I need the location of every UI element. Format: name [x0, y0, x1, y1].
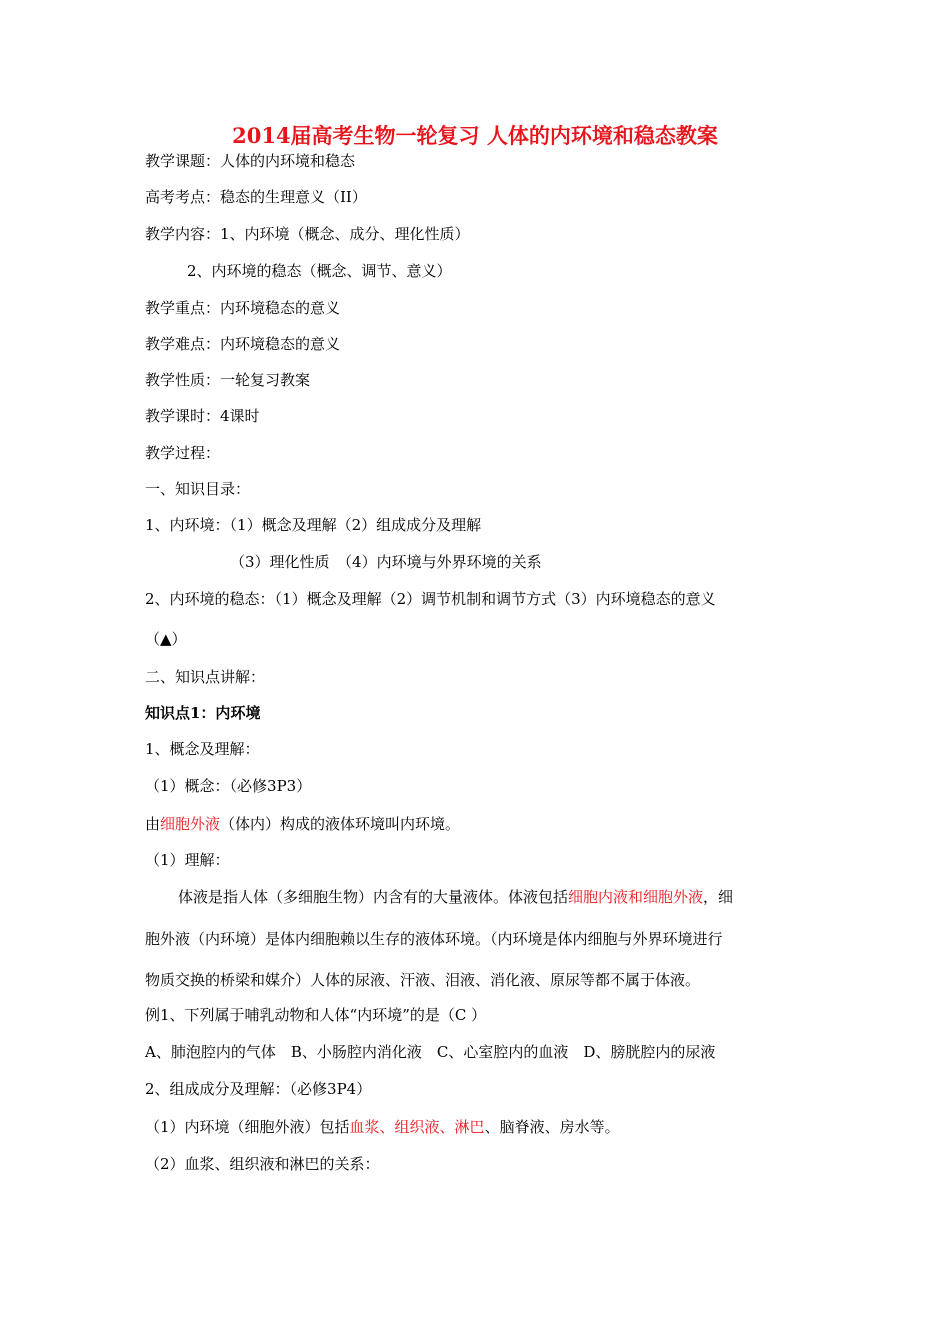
section-heading-catalog: 一、知识目录： [145, 480, 251, 498]
concept-definition [145, 814, 460, 834]
knowledge-point-1-heading: 知识点1：内环境 [145, 704, 261, 722]
section-heading-explain: 二、知识点讲解： [145, 668, 266, 686]
text-run: 由 [145, 815, 161, 833]
highlight-text: 细胞内液和细胞外液 [568, 888, 704, 906]
catalog-item-2: 2、内环境的稳态：（1）概念及理解（2）调节机制和调节方式（3）内环境稳态的意义 [145, 590, 716, 608]
teaching-difficulty: 教学难点：内环境稳态的意义 [145, 335, 341, 353]
example-question: 例1、下列属于哺乳动物和人体“内环境”的是（C ） [145, 1006, 487, 1024]
components-item-2: （2）血浆、组织液和淋巴的关系： [145, 1155, 380, 1173]
teaching-nature: 教学性质：一轮复习教案 [145, 371, 311, 389]
document-title: 2014届高考生物一轮复习 人体的内环境和稳态教案 [232, 123, 718, 148]
catalog-item-1-cont: （3）理化性质 （4）内环境与外界环境的关系 [230, 553, 542, 571]
text-run: 体液是指人体（多细胞生物）内含有的大量液体。体液包括 [178, 888, 569, 906]
text-run: 、脑脊液、房水等。 [484, 1118, 620, 1136]
text-run: （1）内环境（细胞外液）包括 [145, 1118, 350, 1136]
catalog-item-2-mark: （▲） [145, 630, 187, 648]
concept-heading: 1、概念及理解： [145, 740, 260, 758]
lesson-topic: 教学课题：人体的内环境和稳态 [145, 152, 356, 170]
concept-sub-heading: （1）概念：（必修3P3） [145, 777, 312, 795]
body-fluid-paragraph-line-1 [178, 887, 733, 907]
components-item-1 [145, 1117, 620, 1137]
catalog-item-1: 1、内环境：（1）概念及理解（2）组成成分及理解 [145, 516, 482, 534]
text-run: ，细 [703, 888, 734, 906]
exam-point: 高考考点：稳态的生理意义（II） [145, 188, 367, 206]
example-options: A、肺泡腔内的气体 B、小肠腔内消化液 C、心室腔内的血液 D、膀胱腔内的尿液 [145, 1043, 716, 1061]
understanding-heading: （1）理解： [145, 851, 230, 869]
highlight-text: 血浆、组织液、淋巴 [349, 1118, 485, 1136]
teaching-process: 教学过程： [145, 444, 221, 462]
teaching-focus: 教学重点：内环境稳态的意义 [145, 299, 341, 317]
body-fluid-paragraph-line-3: 物质交换的桥梁和媒介）人体的尿液、汗液、泪液、消化液、原尿等都不属于体液。 [145, 971, 701, 989]
class-hours: 教学课时：4课时 [145, 407, 260, 425]
teaching-content-item-2: 2、内环境的稳态（概念、调节、意义） [187, 262, 452, 280]
body-fluid-paragraph-line-2: 胞外液（内环境）是体内细胞赖以生存的液体环境。（内环境是体内细胞与外界环境进行 [145, 930, 723, 948]
components-heading: 2、组成成分及理解：（必修3P4） [145, 1080, 372, 1098]
highlight-text: 细胞外液 [160, 815, 221, 833]
teaching-content: 教学内容：1、内环境（概念、成分、理化性质） [145, 225, 470, 243]
text-run: （体内）构成的液体环境叫内环境。 [220, 815, 461, 833]
